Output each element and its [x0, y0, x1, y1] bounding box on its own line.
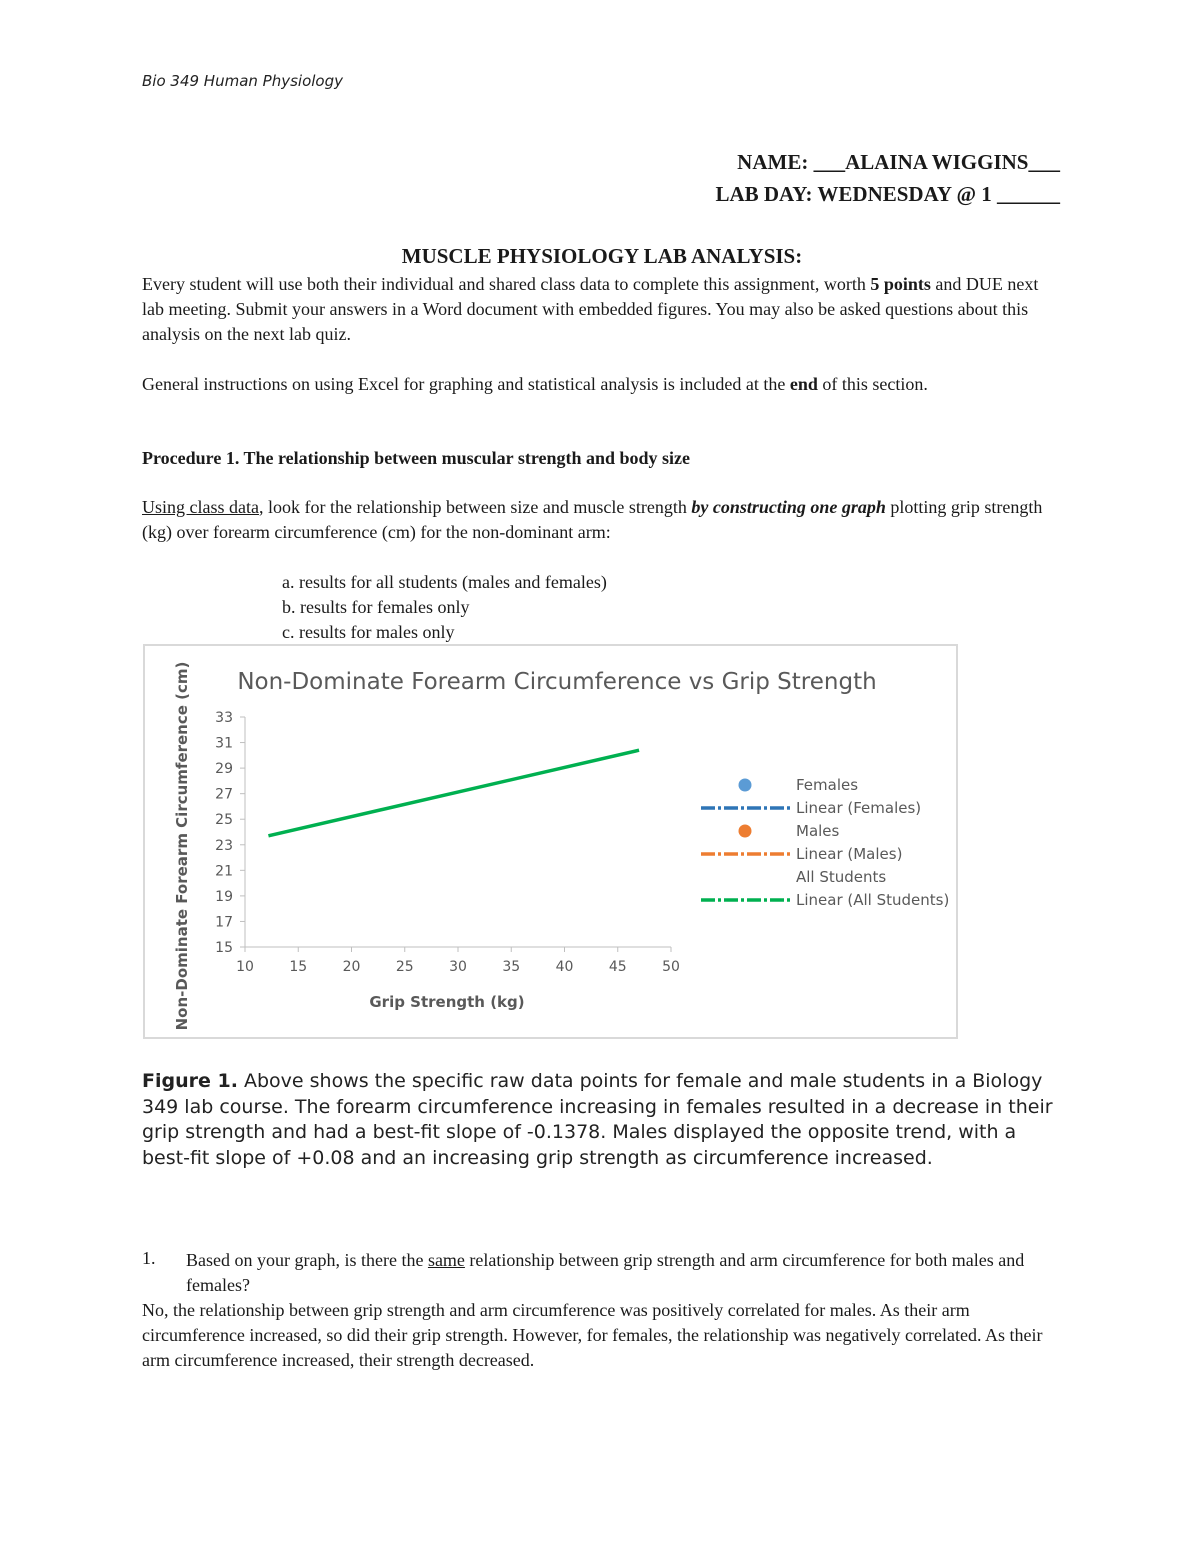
procedure-underlined: Using class data — [142, 497, 259, 517]
chart-container — [143, 644, 958, 1039]
legend-label: Females — [796, 776, 859, 794]
chart-title: Non-Dominate Forearm Circumference vs Grip Strength — [237, 669, 877, 695]
question-text-1: Based on your graph, is there the — [186, 1250, 428, 1270]
question-number: 1. — [142, 1248, 156, 1268]
axes — [215, 710, 680, 975]
procedure-title: Procedure 1. The relationship between muscular strength and body size — [142, 448, 691, 468]
procedure-text-2: plotting grip strength (kg) over forearm circumference (cm) for the non-dominant arm: — [142, 497, 1043, 542]
x-tick-label: 40 — [555, 959, 574, 975]
x-tick-label: 45 — [608, 959, 627, 975]
legend-label: Linear (Females) — [796, 799, 922, 817]
student-name-line — [737, 150, 1060, 175]
name-value: ___ALAINA WIGGINS___ — [813, 150, 1060, 174]
legend-label: Linear (All Students) — [796, 891, 950, 909]
lab-day-line — [715, 182, 1060, 207]
x-tick-label: 50 — [662, 959, 680, 975]
intro-text-1: Every student will use both their individual and shared class data to complete this assignment, worth — [142, 274, 871, 294]
y-axis-label: Non-Dominate Forearm Circumference (cm) — [173, 661, 191, 1031]
name-label: NAME: — [737, 150, 809, 174]
x-tick-label: 35 — [502, 959, 521, 975]
y-tick-label: 19 — [215, 888, 233, 905]
labday-value: WEDNESDAY @ 1 ______ — [817, 182, 1060, 206]
legend-label: Males — [796, 822, 840, 840]
question-text — [186, 1248, 1066, 1298]
x-tick-label: 30 — [449, 959, 467, 975]
list-item: c. results for males only — [282, 622, 455, 642]
intro-text-2: and DUE next lab meeting. Submit your answers in a Word document with embedded figures. You may also be asked questions about this analysis on the next lab quiz. — [142, 274, 1039, 344]
course-header: Bio 349 Human Physiology — [142, 72, 343, 90]
caption-text: Above shows the specific raw data points for female and male students in a Biology 349 lab course. The forearm circumference increasing in females resulted in a decrease in their grip strength and had a best-fit slope of -0.1378. Males displayed the opposite trend, with a best-fit slope of +0.08 and an increasing grip strength as circumference increased. — [142, 1070, 1053, 1169]
procedure-emphasis: by constructing one graph — [691, 497, 886, 517]
x-tick-label: 25 — [395, 959, 414, 975]
y-tick-label: 23 — [215, 837, 233, 854]
chart-legend — [701, 776, 949, 909]
answer-paragraph: No, the relationship between grip strength and arm circumference was positively correlated for males. As their arm circumference increased, so did their grip strength. However, for females, the relationship was negatively correlated. As their arm circumference increased, their strength decreased. — [142, 1300, 1043, 1370]
x-tick-label: 10 — [236, 959, 254, 975]
labday-label: LAB DAY: — [715, 182, 813, 206]
legend-label: Linear (Males) — [796, 845, 903, 863]
general-text-1: General instructions on using Excel for graphing and statistical analysis is included at the — [142, 374, 790, 394]
trendline-all-students — [268, 750, 639, 836]
y-tick-label: 31 — [215, 735, 233, 752]
y-tick-label: 27 — [215, 786, 233, 803]
y-tick-label: 25 — [215, 812, 233, 829]
x-tick-label: 15 — [289, 959, 308, 975]
y-tick-label: 33 — [215, 710, 233, 726]
legend-marker — [739, 779, 752, 792]
general-text-2: of this section. — [817, 374, 928, 394]
procedure-text-1: , look for the relationship between size and muscle strength — [258, 497, 692, 517]
scatter-chart — [145, 646, 956, 1037]
intro-points: 5 points — [870, 274, 931, 294]
general-end: end — [789, 374, 818, 394]
question-text-2: relationship between grip strength and arm circumference for both males and females? — [186, 1250, 1025, 1295]
y-tick-label: 15 — [215, 940, 233, 956]
y-tick-label: 17 — [215, 914, 233, 931]
question-underlined: same — [427, 1250, 465, 1270]
procedure-paragraph — [142, 495, 1062, 545]
general-instructions — [142, 372, 1062, 397]
document-title: MUSCLE PHYSIOLOGY LAB ANALYSIS: — [401, 244, 803, 268]
caption-label: Figure 1. — [142, 1070, 238, 1092]
list-item: b. results for females only — [282, 597, 470, 617]
x-tick-label: 20 — [342, 959, 361, 975]
chart-marks — [268, 750, 639, 836]
x-axis-label: Grip Strength (kg) — [369, 993, 525, 1011]
legend-marker — [739, 825, 752, 838]
legend-label: All Students — [796, 868, 887, 886]
y-tick-label: 29 — [215, 761, 233, 778]
y-tick-label: 21 — [215, 863, 233, 880]
intro-paragraph — [142, 272, 1062, 347]
figure-caption — [142, 1069, 1067, 1171]
list-item: a. results for all students (males and females) — [282, 572, 607, 592]
